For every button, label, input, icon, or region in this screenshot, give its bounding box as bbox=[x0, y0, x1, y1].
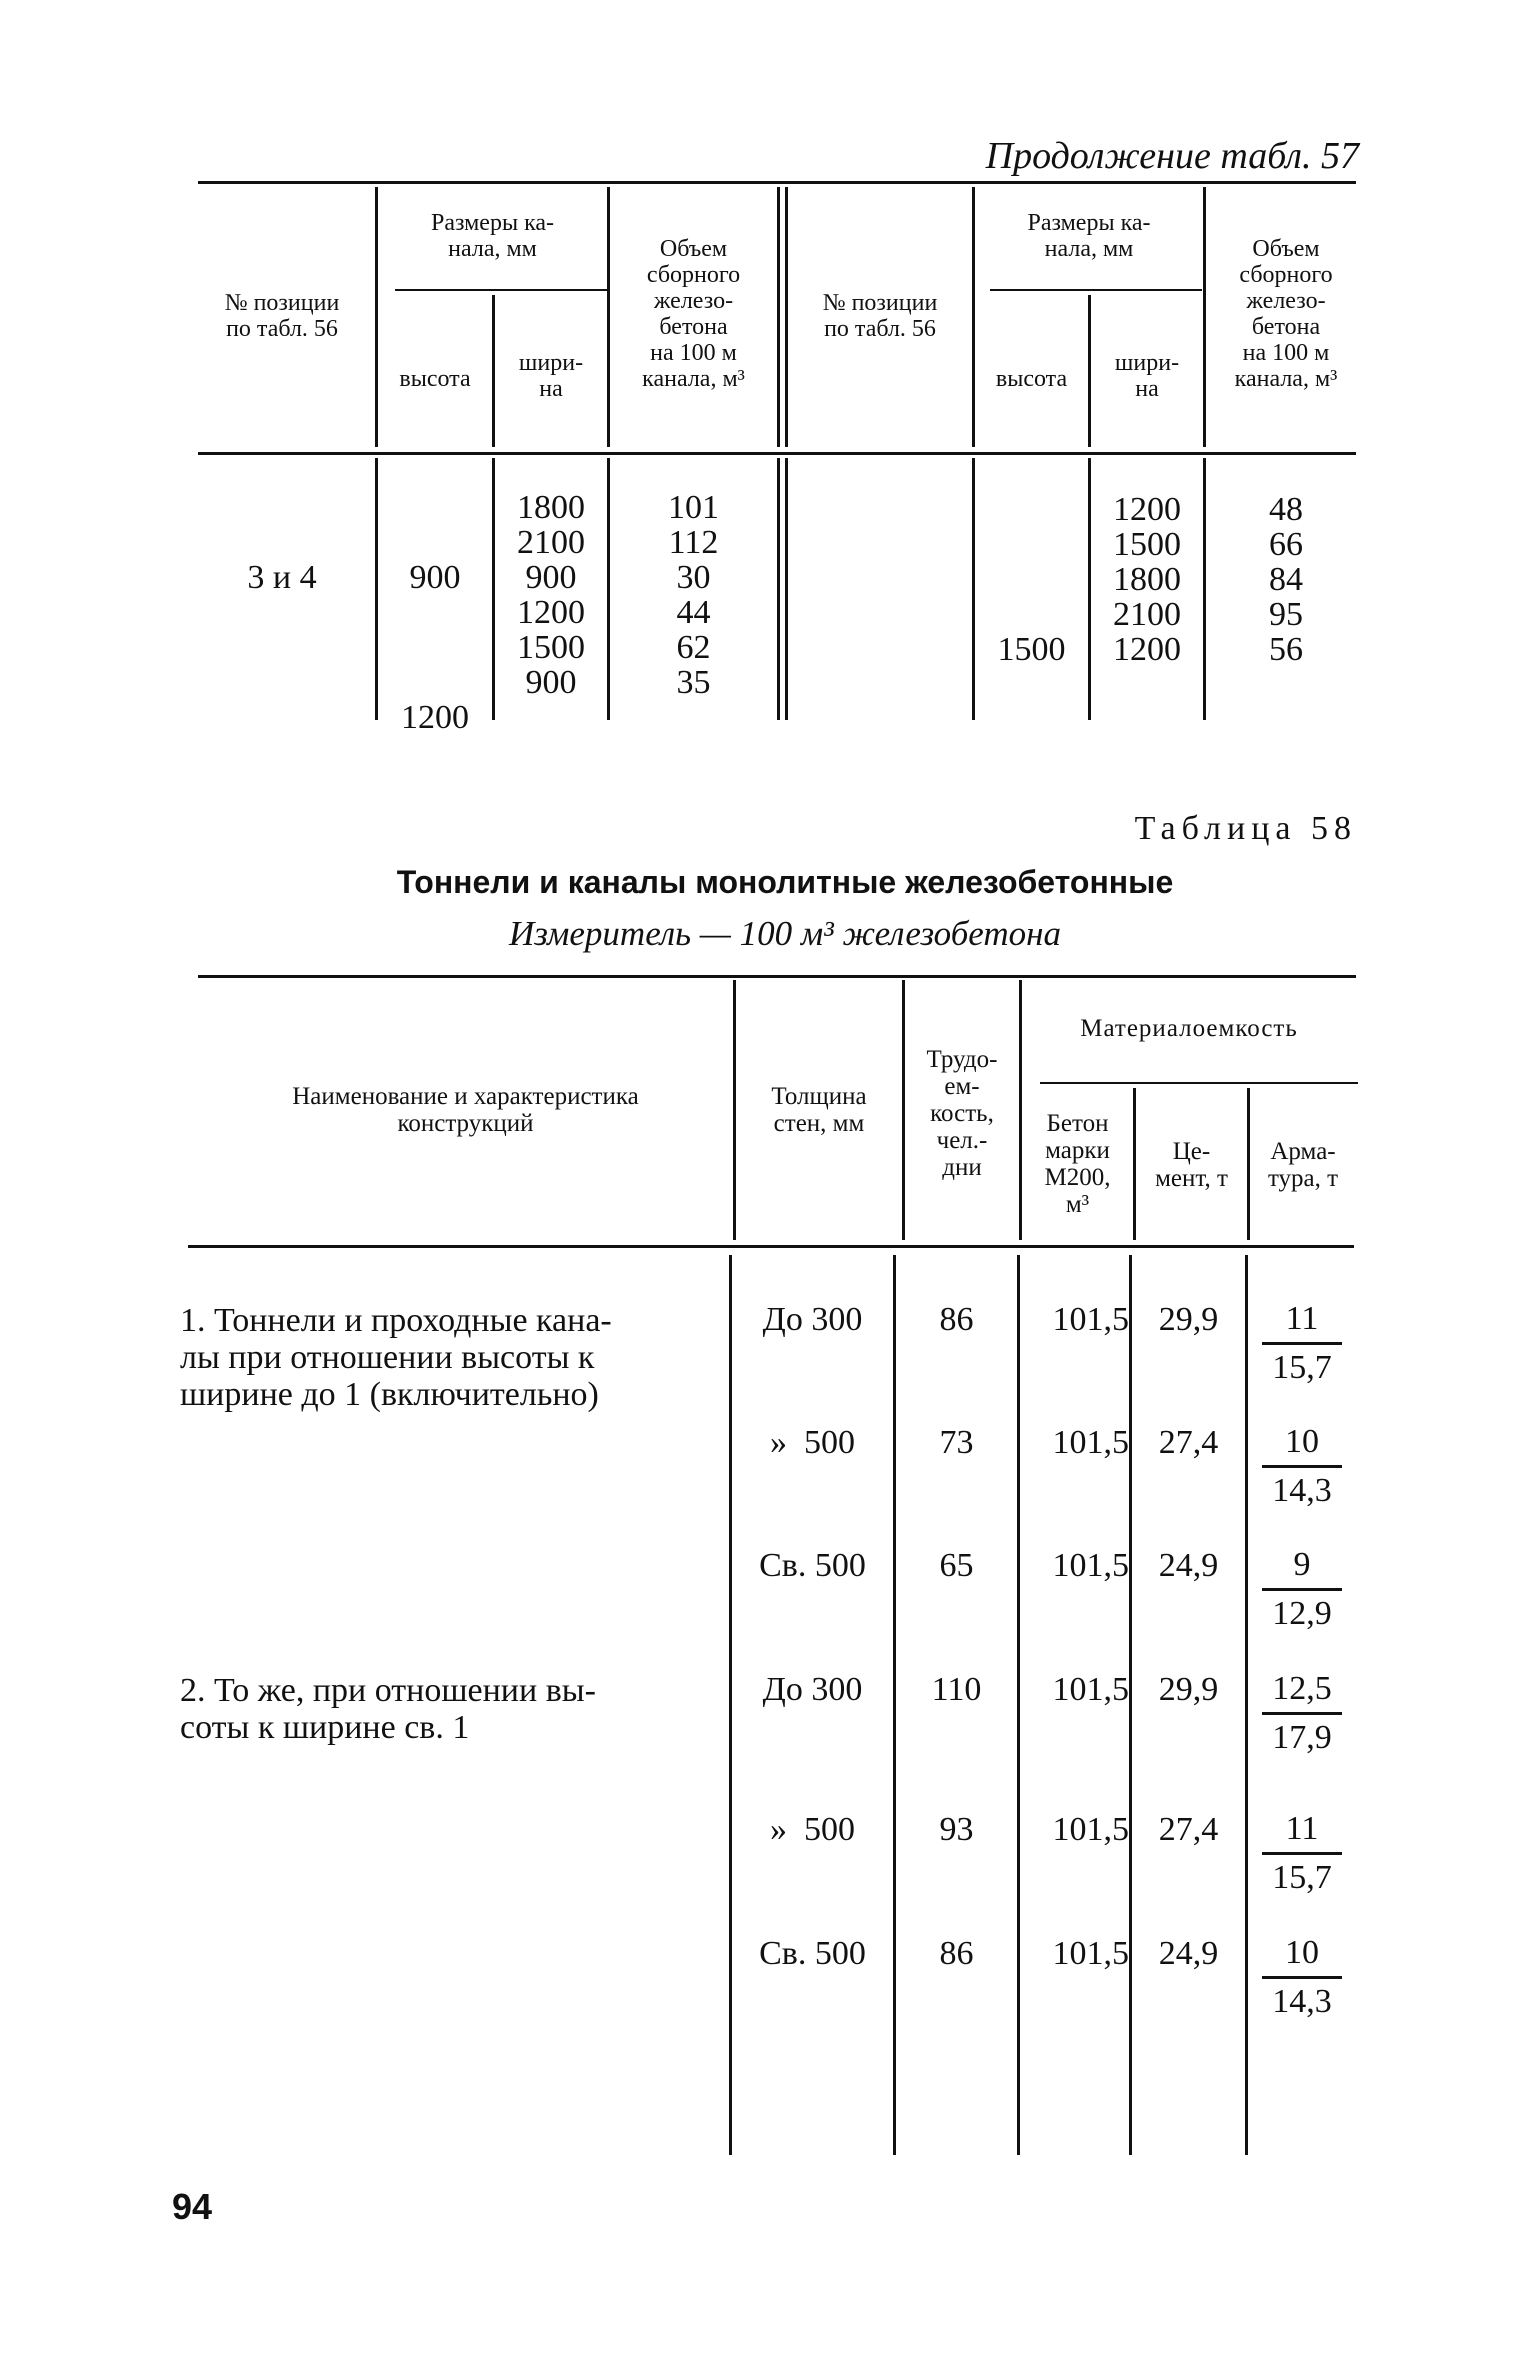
table57-header-sizes: Размеры ка- нала, мм bbox=[430, 210, 555, 262]
table58-header-thickness: Толщина стен, мм bbox=[771, 1083, 867, 1137]
rebar-top: 12,5 bbox=[1262, 1670, 1342, 1715]
rebar-bottom: 12,9 bbox=[1272, 1595, 1332, 1632]
table57-vline bbox=[777, 458, 780, 720]
table-cell: 101,5 bbox=[1052, 1301, 1129, 1338]
table-cell: 24,9 bbox=[1158, 1547, 1219, 1584]
continuation-title: Продолжение табл. 57 bbox=[985, 135, 1359, 177]
table-cell: 86 bbox=[939, 1301, 974, 1338]
table-cell: 29,9 bbox=[1158, 1671, 1219, 1708]
rebar-fraction bbox=[1262, 1810, 1342, 1897]
table58-header-materials: Материалоемкость bbox=[1080, 1015, 1298, 1042]
rebar-top: 10 bbox=[1262, 1423, 1342, 1468]
table-row: » 500 bbox=[770, 1424, 855, 1461]
table58-materials-rule bbox=[1040, 1082, 1358, 1084]
table58-header-concrete: Бетон марки М200, м³ bbox=[1044, 1110, 1111, 1218]
table-cell: 101,5 bbox=[1052, 1811, 1129, 1848]
table57-subheader-rule-left bbox=[395, 289, 608, 291]
table-cell: 65 bbox=[939, 1547, 974, 1584]
rebar-fraction bbox=[1262, 1300, 1342, 1387]
rebar-bottom: 15,7 bbox=[1272, 1859, 1332, 1896]
rebar-bottom: 15,7 bbox=[1272, 1349, 1332, 1386]
table57-right-heights: 1500 bbox=[997, 631, 1066, 668]
rebar-top: 9 bbox=[1262, 1546, 1342, 1591]
table57-vline bbox=[972, 458, 975, 720]
table-cell: 73 bbox=[939, 1424, 974, 1461]
table57-header-height: высота bbox=[399, 366, 471, 392]
table-cell: 101,5 bbox=[1052, 1547, 1129, 1584]
page-number: 94 bbox=[172, 2186, 213, 2227]
table-cell: 24,9 bbox=[1158, 1935, 1219, 1972]
table-cell: 86 bbox=[939, 1935, 974, 1972]
table58-label: Таблица 58 bbox=[1134, 810, 1357, 847]
rebar-bottom: 14,3 bbox=[1272, 1472, 1332, 1509]
table58-header-name: Наименование и характеристика конструкций bbox=[292, 1083, 639, 1137]
table58-header-labor: Трудо- ем- кость, чел.- дни bbox=[926, 1046, 998, 1181]
table57-header-width-right: шири- на bbox=[1114, 350, 1180, 402]
table58-group-1: 1. Тоннели и проходные кана- лы при отношении высоты к ширине до 1 (включительно) bbox=[180, 1302, 612, 1413]
rebar-fraction bbox=[1262, 1934, 1342, 2021]
rebar-bottom: 17,9 bbox=[1272, 1719, 1332, 1756]
table57-left-widths: 1800 2100 900 1200 1500 900 bbox=[517, 489, 585, 701]
table58-top-rule bbox=[198, 975, 1356, 978]
rebar-top: 11 bbox=[1262, 1300, 1342, 1345]
rebar-fraction bbox=[1262, 1546, 1342, 1633]
table57-left-volumes: 101 112 30 44 62 35 bbox=[668, 489, 719, 701]
rebar-top: 11 bbox=[1262, 1810, 1342, 1855]
table57-right-widths: 1200 1500 1800 2100 1200 bbox=[1113, 491, 1181, 668]
table57-header-width: шири- на bbox=[518, 350, 584, 402]
rebar-fraction bbox=[1262, 1670, 1342, 1757]
table57-header-volume-right: Объем сборного железо- бетона на 100 м канала, м³ bbox=[1234, 236, 1338, 392]
table57-header-rule bbox=[198, 452, 1356, 455]
table57-header-position: № позиции по табл. 56 bbox=[224, 290, 340, 342]
table-row: Св. 500 bbox=[759, 1547, 866, 1584]
table57-right-volumes: 48 66 84 95 56 bbox=[1269, 491, 1303, 668]
table-cell: 101,5 bbox=[1052, 1424, 1129, 1461]
table-row: До 300 bbox=[762, 1671, 863, 1708]
table57-header-volume: Объем сборного железо- бетона на 100 м канала, м³ bbox=[642, 236, 745, 392]
table57-left-position: 3 и 4 bbox=[247, 559, 317, 596]
table58-subtitle: Измеритель — 100 м³ железобетона bbox=[508, 914, 1062, 953]
table57-top-rule bbox=[198, 181, 1356, 184]
table57-header-sizes-right: Размеры ка- нала, мм bbox=[1027, 210, 1151, 262]
table58-title: Тоннели и каналы монолитные железобетонные bbox=[396, 864, 1174, 900]
table58-header-rule bbox=[188, 1245, 1354, 1248]
table-cell: 27,4 bbox=[1158, 1424, 1219, 1461]
rebar-fraction bbox=[1262, 1423, 1342, 1510]
table-row: » 500 bbox=[770, 1811, 855, 1848]
table57-header-height-right: высота bbox=[995, 366, 1068, 392]
table-cell: 27,4 bbox=[1158, 1811, 1219, 1848]
rebar-bottom: 14,3 bbox=[1272, 1983, 1332, 2020]
table58-group-2: 2. То же, при отношении вы- соты к ширине св. 1 bbox=[180, 1672, 596, 1746]
table57-left-heights: 900 1200 bbox=[401, 559, 469, 736]
table57-vline bbox=[777, 187, 780, 447]
table57-subheader-rule-right bbox=[990, 289, 1202, 291]
table-cell: 101,5 bbox=[1052, 1671, 1129, 1708]
table58-vline bbox=[1245, 1255, 1248, 2155]
table57-vline bbox=[785, 458, 788, 720]
table58-header-cement: Це- мент, т bbox=[1155, 1138, 1228, 1192]
table-cell: 101,5 bbox=[1052, 1935, 1129, 1972]
table58-header-rebar: Арма- тура, т bbox=[1267, 1138, 1339, 1192]
table-cell: 110 bbox=[931, 1671, 982, 1708]
table-cell: 93 bbox=[939, 1811, 974, 1848]
rebar-top: 10 bbox=[1262, 1934, 1342, 1979]
table-cell: 29,9 bbox=[1158, 1301, 1219, 1338]
table-row: Св. 500 bbox=[759, 1935, 866, 1972]
table57-header-position-right: № позиции по табл. 56 bbox=[822, 290, 938, 342]
table-row: До 300 bbox=[762, 1301, 863, 1338]
